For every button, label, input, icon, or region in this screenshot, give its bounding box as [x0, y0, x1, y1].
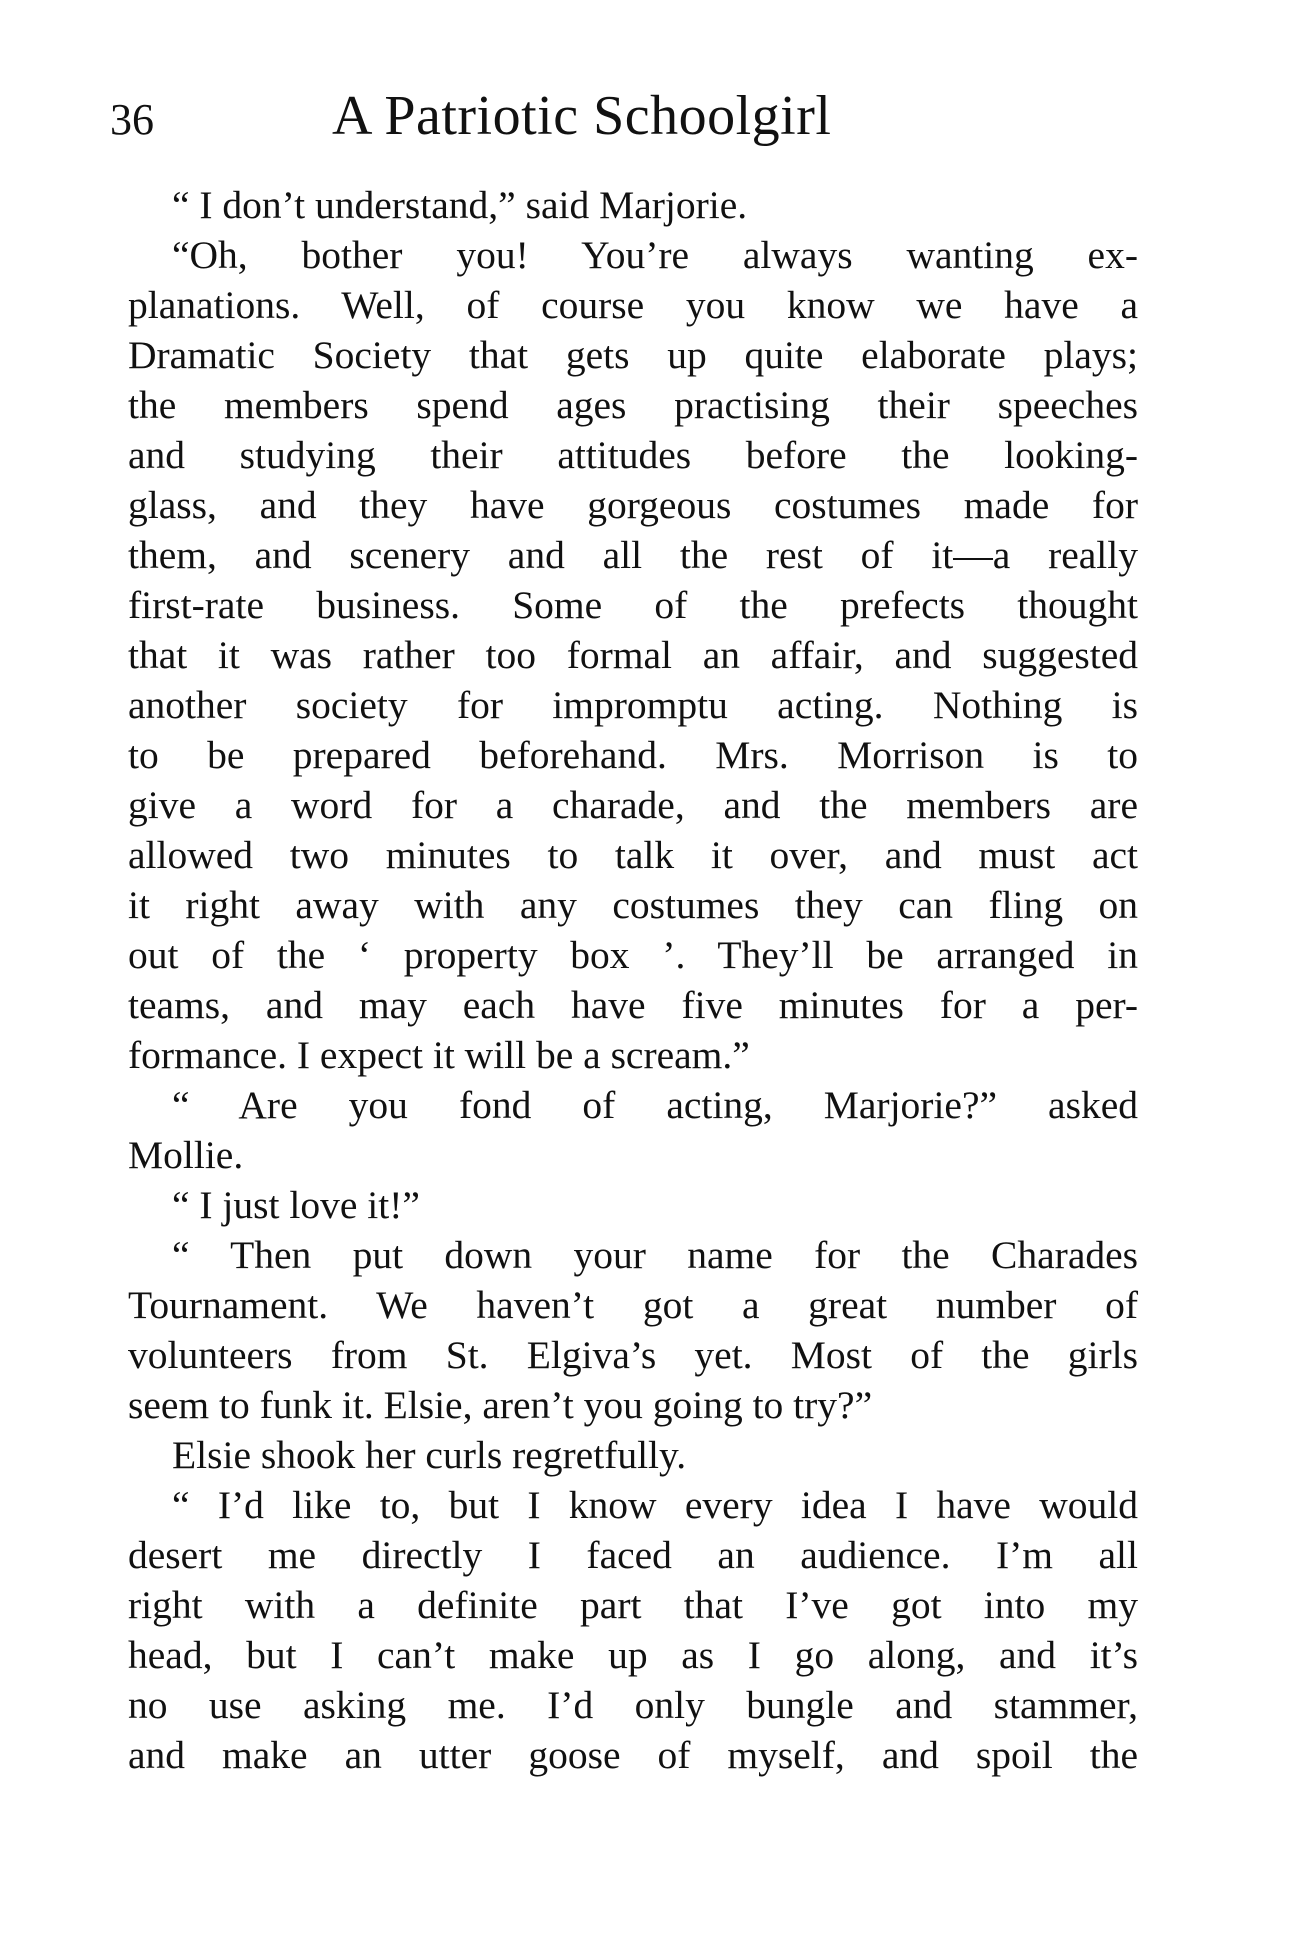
text-line: planations. Well, of course you know we have a: [128, 283, 1138, 327]
text-line: Mollie.: [128, 1133, 244, 1177]
text-line: Tournament. We haven’t got a great number of: [128, 1283, 1138, 1327]
text-line: no use asking me. I’d only bungle and stammer,: [128, 1683, 1138, 1727]
text-line: “Oh, bother you! You’re always wanting ex-: [172, 233, 1138, 277]
page-header: [110, 84, 1150, 154]
text-line: desert me directly I faced an audience. I’m all: [128, 1533, 1138, 1577]
text-line: glass, and they have gorgeous costumes made for: [128, 483, 1138, 527]
text-line: formance. I expect it will be a scream.”: [128, 1033, 750, 1077]
text-line: it right away with any costumes they can fling on: [128, 883, 1138, 927]
text-line: “ I just love it!”: [172, 1183, 420, 1227]
text-line: the members spend ages practising their speeches: [128, 383, 1138, 427]
text-line: and make an utter goose of myself, and spoil the: [128, 1733, 1138, 1777]
text-line: “ I don’t understand,” said Marjorie.: [172, 183, 748, 227]
text-line: Dramatic Society that gets up quite elaborate plays;: [128, 333, 1138, 377]
text-line: give a word for a charade, and the members are: [128, 783, 1138, 827]
text-line: Elsie shook her curls regretfully.: [172, 1433, 687, 1477]
text-line: volunteers from St. Elgiva’s yet. Most of the girls: [128, 1333, 1138, 1377]
running-title: A Patriotic Schoolgirl: [332, 85, 832, 147]
body-text: [128, 180, 1138, 1780]
text-line: “ Are you fond of acting, Marjorie?” asked: [172, 1083, 1138, 1127]
text-line: teams, and may each have five minutes for a per-: [128, 983, 1138, 1027]
text-line: first-rate business. Some of the prefects thought: [128, 583, 1138, 627]
text-line: another society for impromptu acting. Nothing is: [128, 683, 1138, 727]
text-line: “ I’d like to, but I know every idea I have would: [172, 1483, 1138, 1527]
text-line: allowed two minutes to talk it over, and must act: [128, 833, 1138, 877]
text-line: head, but I can’t make up as I go along, and it’s: [128, 1633, 1138, 1677]
page-number: 36: [110, 95, 154, 144]
text-line: and studying their attitudes before the looking-: [128, 433, 1138, 477]
text-line: “ Then put down your name for the Charades: [172, 1233, 1138, 1277]
text-line: them, and scenery and all the rest of it—a really: [128, 533, 1138, 577]
text-line: right with a definite part that I’ve got into my: [128, 1583, 1138, 1627]
text-line: seem to funk it. Elsie, aren’t you going to try?”: [128, 1383, 873, 1427]
text-line: to be prepared beforehand. Mrs. Morrison is to: [128, 733, 1138, 777]
text-line: that it was rather too formal an affair, and suggested: [128, 633, 1138, 677]
text-line: out of the ‘ property box ’. They’ll be arranged in: [128, 933, 1138, 977]
